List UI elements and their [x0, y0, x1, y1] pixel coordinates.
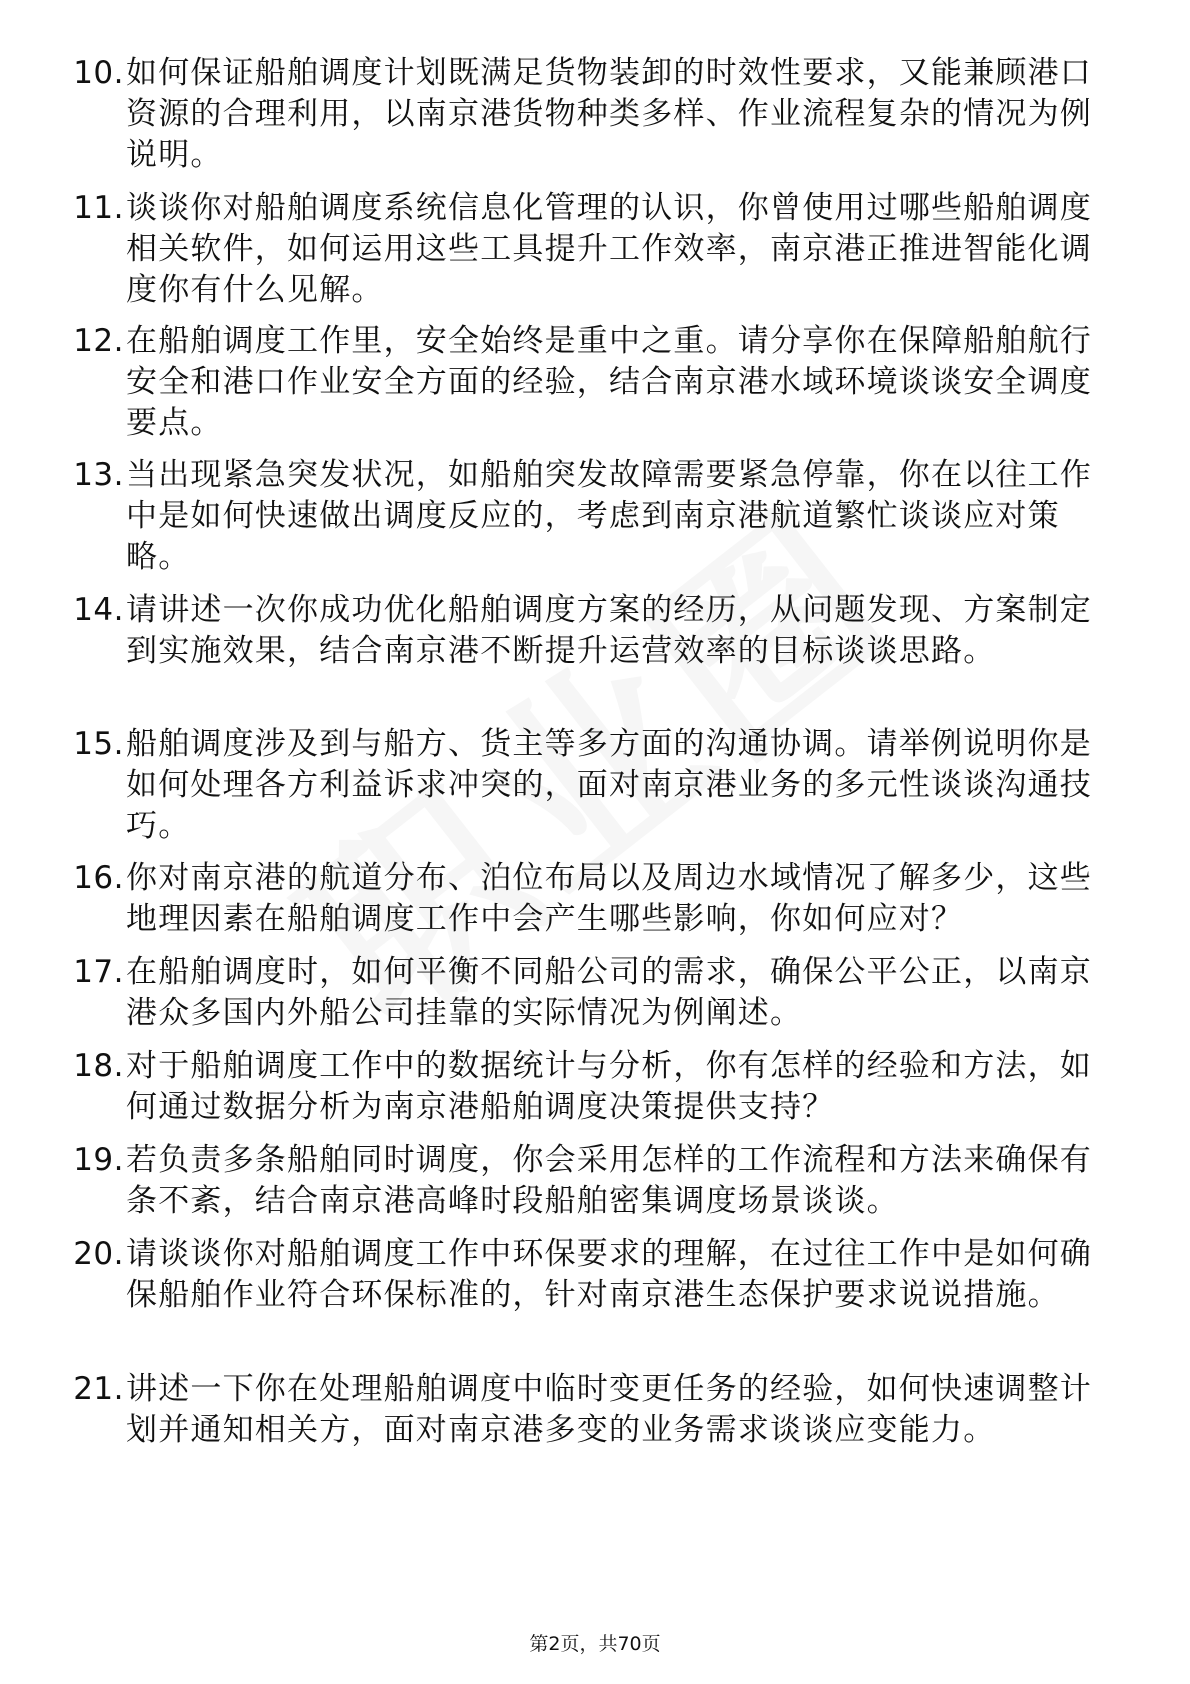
page-footer: 第2页，共70页 — [529, 1633, 661, 1655]
question-number: 13. — [73, 457, 124, 493]
question-text: 船舶调度涉及到与船方、货主等多方面的沟通协调。请举例说明你是如何处理各方利益诉求冲突的，面对南京港业务的多元性谈谈沟通技巧。 — [126, 726, 1092, 844]
question-text: 你对南京港的航道分布、泊位布局以及周边水域情况了解多少，这些地理因素在船舶调度工作中会产生哪些影响，你如何应对？ — [126, 860, 1092, 937]
question-text: 在船舶调度时，如何平衡不同船公司的需求，确保公平公正，以南京港众多国内外船公司挂靠的实际情况为例阐述。 — [126, 954, 1092, 1031]
question-number: 19. — [73, 1142, 124, 1178]
question-text: 若负责多条船舶同时调度，你会采用怎样的工作流程和方法来确保有条不紊，结合南京港高峰时段船舶密集调度场景谈谈。 — [126, 1142, 1092, 1219]
question-text: 请谈谈你对船舶调度工作中环保要求的理解，在过往工作中是如何确保船舶作业符合环保标准的，针对南京港生态保护要求说说措施。 — [126, 1236, 1092, 1313]
question-text: 如何保证船舶调度计划既满足货物装卸的时效性要求，又能兼顾港口资源的合理利用，以南京港货物种类多样、作业流程复杂的情况为例说明。 — [126, 55, 1092, 173]
question-number: 15. — [73, 726, 124, 762]
question-text: 谈谈你对船舶调度系统信息化管理的认识，你曾使用过哪些船舶调度相关软件，如何运用这些工具提升工作效率，南京港正推进智能化调度你有什么见解。 — [126, 190, 1092, 308]
question-text: 讲述一下你在处理船舶调度中临时变更任务的经验，如何快速调整计划并通知相关方，面对南京港多变的业务需求谈谈应变能力。 — [126, 1371, 1092, 1448]
question-number: 14. — [73, 592, 124, 628]
question-text: 请讲述一次你成功优化船舶调度方案的经历，从问题发现、方案制定到实施效果，结合南京港不断提升运营效率的目标谈谈思路。 — [126, 592, 1092, 669]
question-number: 11. — [73, 190, 124, 226]
question-number: 21. — [73, 1371, 124, 1407]
question-text: 当出现紧急突发状况，如船舶突发故障需要紧急停靠，你在以往工作中是如何快速做出调度反应的，考虑到南京港航道繁忙谈谈应对策略。 — [126, 457, 1092, 575]
question-number: 17. — [73, 954, 124, 990]
question-number: 20. — [73, 1236, 124, 1272]
question-number: 10. — [73, 55, 124, 91]
question-text: 对于船舶调度工作中的数据统计与分析，你有怎样的经验和方法，如何通过数据分析为南京港船舶调度决策提供支持？ — [126, 1048, 1092, 1125]
question-number: 12. — [73, 323, 124, 359]
question-text: 在船舶调度工作里，安全始终是重中之重。请分享你在保障船舶航行安全和港口作业安全方面的经验，结合南京港水域环境谈谈安全调度要点。 — [126, 323, 1092, 441]
question-number: 18. — [73, 1048, 124, 1084]
question-number: 16. — [73, 860, 124, 896]
